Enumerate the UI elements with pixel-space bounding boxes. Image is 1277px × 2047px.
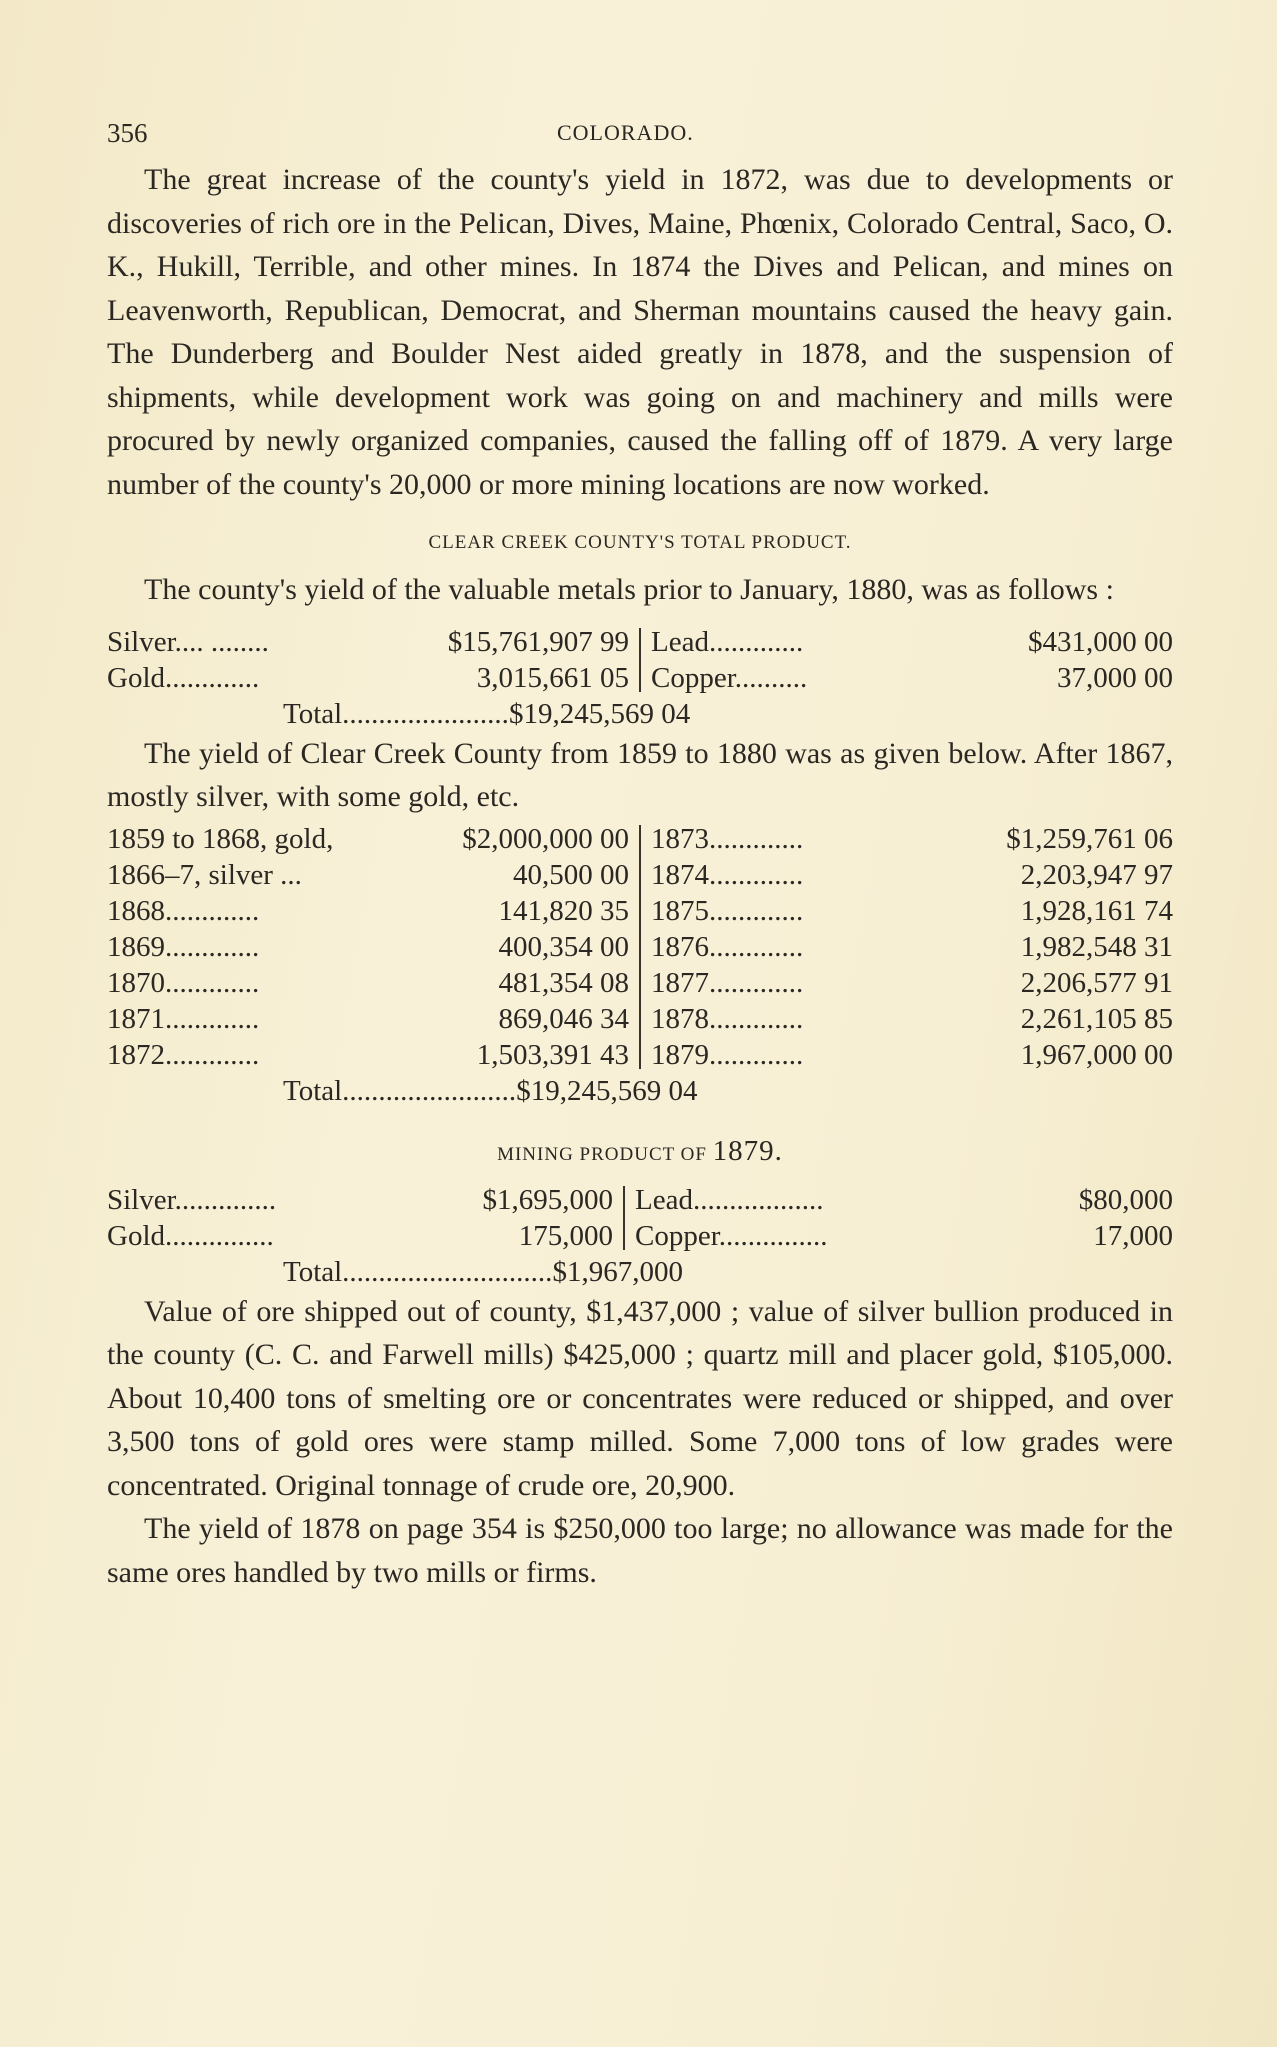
table-row (651, 624, 1173, 660)
row-value: 2,206,577 91 (1020, 966, 1173, 999)
row-label: Lead............. (651, 625, 804, 658)
row-label: 1866–7, silver ... (107, 858, 302, 891)
heading-prefix: MINING PRODUCT OF (497, 1143, 707, 1165)
row-value: $1,695,000 (482, 1183, 613, 1216)
row-label: Gold............... (107, 1219, 274, 1252)
page-number: 356 (107, 118, 148, 148)
row-value: $80,000 (1078, 1183, 1173, 1216)
row-value: 1,503,391 43 (476, 1038, 629, 1071)
total-product-left-column (107, 624, 629, 696)
row-value: $1,259,761 06 (1006, 822, 1173, 855)
heading-year: 1879. (712, 1134, 783, 1167)
table-row (651, 929, 1173, 965)
table-row (107, 821, 629, 857)
table-row (107, 857, 629, 893)
row-label: 1874............. (651, 858, 804, 891)
paragraph-total-intro: The county's yield of the valuable metals prior to January, 1880, was as follows : (144, 573, 1114, 606)
table-row (635, 1218, 1173, 1254)
row-value: 2,203,947 97 (1020, 858, 1173, 891)
row-label: 1877............. (651, 966, 804, 999)
paragraph-ore-value: Value of ore shipped out of county, $1,437,000 ; value of silver bullion produced in the county (C. C. and Farwell mills) $425,000 ; quartz mill and placer gold, $105,000. About 10,400 tons of smelting ore or concentrates were reduced or shipped, and over 3,500 tons of gold ores were stamp milled. Some 7,000 tons of low grades were concentrated. Original tonnage of crude ore, 20,900. (107, 1294, 1173, 1502)
total-value: $1,967,000 (552, 1255, 683, 1288)
row-value: 3,015,661 05 (476, 661, 629, 694)
yearly-yield-table (107, 821, 1173, 1073)
product-1879-table (107, 1182, 1173, 1254)
column-divider (639, 825, 641, 1069)
table-row (651, 893, 1173, 929)
row-value: 1,928,161 74 (1020, 894, 1173, 927)
table-row (107, 624, 629, 660)
row-label: 1879............. (651, 1038, 804, 1071)
row-value: $2,000,000 00 (462, 822, 629, 855)
table-row (635, 1182, 1173, 1218)
row-value: 141,820 35 (498, 894, 629, 927)
row-label: 1878............. (651, 1002, 804, 1035)
row-label: Silver.... ........ (107, 625, 269, 658)
row-label: Lead.................. (635, 1183, 824, 1216)
table-row (107, 929, 629, 965)
row-label: Copper.......... (651, 661, 808, 694)
row-label: 1871............. (107, 1002, 260, 1035)
table-row (651, 821, 1173, 857)
section-heading-mining-product-1879 (107, 1135, 1173, 1168)
table-row (651, 965, 1173, 1001)
row-label: 1876............. (651, 930, 804, 963)
paragraph-correction: The yield of 1878 on page 354 is $250,000 too large; no allowance was made for the same ores handled by two mills or firms. (107, 1512, 1173, 1589)
yearly-right-column (651, 821, 1173, 1073)
row-value: 2,261,105 85 (1020, 1002, 1173, 1035)
total-value: $19,245,569 04 (508, 697, 691, 730)
table-row (107, 1218, 613, 1254)
row-value: 175,000 (518, 1219, 613, 1252)
row-value: 481,354 08 (498, 966, 629, 999)
yearly-total-row (107, 1073, 1173, 1109)
table-row (651, 660, 1173, 696)
row-value: 1,982,548 31 (1020, 930, 1173, 963)
table-row (107, 1037, 629, 1073)
row-label: 1859 to 1868, gold, (107, 822, 334, 855)
row-value: 869,046 34 (498, 1002, 629, 1035)
total-product-right-column (651, 624, 1173, 696)
yearly-left-column (107, 821, 629, 1073)
row-value: 40,500 00 (513, 858, 629, 891)
row-label: Copper............... (635, 1219, 828, 1252)
section-heading-total-product: CLEAR CREEK COUNTY'S TOTAL PRODUCT. (428, 532, 852, 553)
total-label: Total........................ (283, 1074, 517, 1107)
table-row (651, 1037, 1173, 1073)
column-divider (639, 628, 641, 692)
product-1879-left-column (107, 1182, 613, 1254)
row-label: 1875............. (651, 894, 804, 927)
row-label: Silver.............. (107, 1183, 277, 1216)
table-row (107, 1182, 613, 1218)
running-head (107, 118, 1173, 158)
total-value: $19,245,569 04 (516, 1074, 698, 1107)
row-label: 1870............. (107, 966, 260, 999)
table-row (651, 857, 1173, 893)
row-value: 1,967,000 00 (1020, 1038, 1173, 1071)
row-value: 17,000 (1093, 1219, 1173, 1252)
row-label: 1872............. (107, 1038, 260, 1071)
product-1879-total-row (107, 1254, 1173, 1290)
table-row (107, 660, 629, 696)
total-product-total-row (107, 696, 1173, 732)
paragraph-intro: The great increase of the county's yield in 1872, was due to developments or discoveries of rich ore in the Pelican, Dives, Maine, Phœnix, Colorado Central, Saco, O. K., Hukill, Terrible, and other mines. In 1874 the Dives and Pelican, and mines on Leavenworth, Republican, Democrat, and Sherman mountains caused the heavy gain. The Dunderberg and Boulder Nest aided greatly in 1878, and the suspension of shipments, while development work was going on and machinery and mills were procured by newly organized companies, caused the falling off of 1879. A very large number of the county's 20,000 or more mining locations are now worked. (107, 163, 1173, 501)
total-label: Total....................... (283, 697, 509, 730)
row-value: $431,000 00 (1028, 625, 1173, 658)
row-label: Gold............. (107, 661, 260, 694)
total-product-table (107, 624, 1173, 696)
book-page (107, 118, 1173, 1594)
row-label: 1869............. (107, 930, 260, 963)
table-row (651, 1001, 1173, 1037)
running-title: COLORADO. (557, 120, 694, 145)
table-row (107, 1001, 629, 1037)
row-label: 1873............. (651, 822, 804, 855)
row-value: 400,354 00 (498, 930, 629, 963)
column-divider (623, 1186, 625, 1250)
total-label: Total............................. (283, 1255, 553, 1288)
row-value: 37,000 00 (1057, 661, 1173, 694)
row-value: $15,761,907 99 (447, 625, 629, 658)
table-row (107, 893, 629, 929)
row-label: 1868............. (107, 894, 260, 927)
product-1879-right-column (635, 1182, 1173, 1254)
paragraph-yearly-intro: The yield of Clear Creek County from 1859 to 1880 was as given below. After 1867, mostly silver, with some gold, etc. (107, 736, 1173, 813)
table-row (107, 965, 629, 1001)
